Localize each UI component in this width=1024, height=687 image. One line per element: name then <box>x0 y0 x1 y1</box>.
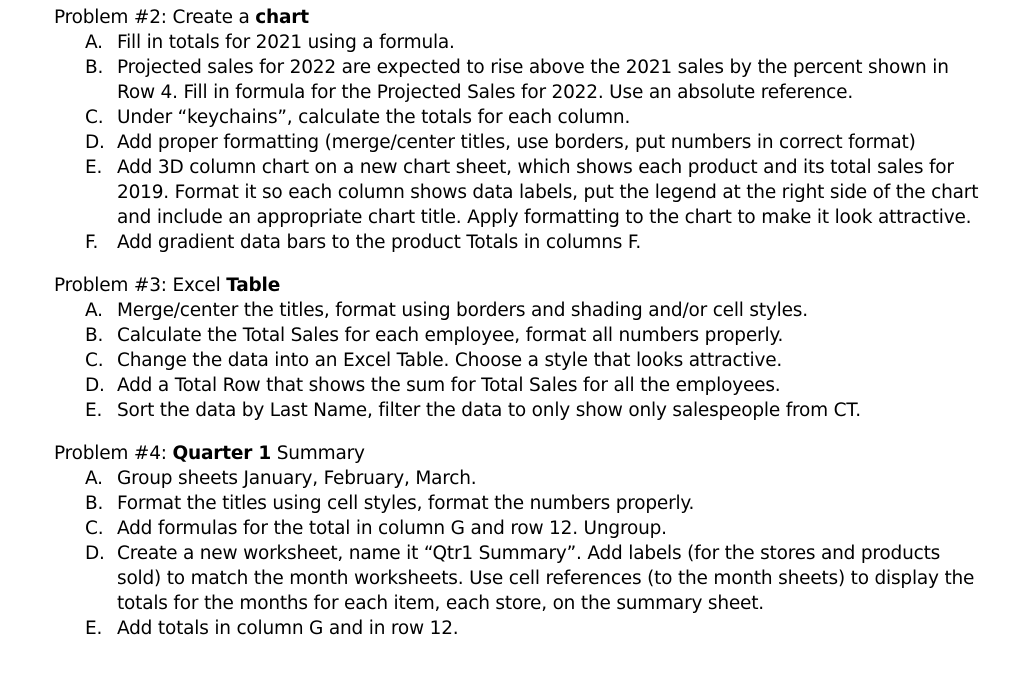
problem-3-list <box>54 298 984 423</box>
item-letter: C. <box>85 107 104 128</box>
list-item <box>85 398 984 423</box>
item-text: Add totals in column G and in row 12. <box>117 618 459 639</box>
list-item <box>85 348 984 373</box>
list-item <box>85 491 984 516</box>
item-text: Change the data into an Excel Table. Choose a style that looks attractive. <box>117 350 783 371</box>
item-text: Add proper formatting (merge/center titles, use borders, put numbers in correct format) <box>117 132 916 153</box>
item-letter: B. <box>85 325 104 346</box>
item-letter: A. <box>85 468 103 489</box>
item-text: Calculate the Total Sales for each employee, format all numbers properly. <box>117 325 784 346</box>
problem-3-heading-bold: Table <box>226 275 281 296</box>
problem-4-heading-prefix: Problem #4: <box>54 443 173 464</box>
list-item <box>85 155 984 230</box>
document-page <box>54 5 984 641</box>
item-letter: C. <box>85 518 104 539</box>
item-text: Add gradient data bars to the product Totals in columns F. <box>117 232 642 253</box>
list-item <box>85 373 984 398</box>
problem-4-heading <box>54 441 984 466</box>
list-item <box>85 616 984 641</box>
item-text: Under “keychains”, calculate the totals for each column. <box>117 107 631 128</box>
problem-4-section <box>54 441 984 641</box>
list-item <box>85 55 984 105</box>
list-item <box>85 323 984 348</box>
item-letter: E. <box>85 618 103 639</box>
problem-3-heading-prefix: Problem #3: Excel <box>54 275 227 296</box>
problem-2-section <box>54 5 984 255</box>
list-item <box>85 230 984 255</box>
problem-3-heading <box>54 273 984 298</box>
list-item <box>85 30 984 55</box>
item-letter: D. <box>85 375 105 396</box>
item-text: Fill in totals for 2021 using a formula. <box>117 32 455 53</box>
item-text: Add formulas for the total in column G and row 12. Ungroup. <box>117 518 667 539</box>
problem-4-heading-bold: Quarter 1 <box>172 443 272 464</box>
item-text: Sort the data by Last Name, filter the data to only show only salespeople from CT. <box>117 400 861 421</box>
item-letter: E. <box>85 400 103 421</box>
item-letter: D. <box>85 132 105 153</box>
item-text: Group sheets January, February, March. <box>117 468 477 489</box>
problem-3-section <box>54 273 984 423</box>
list-item <box>85 130 984 155</box>
item-letter: B. <box>85 493 104 514</box>
item-letter: D. <box>85 543 105 564</box>
problem-2-list <box>54 30 984 255</box>
list-item <box>85 516 984 541</box>
list-item <box>85 541 984 616</box>
item-text: Format the titles using cell styles, format the numbers properly. <box>117 493 695 514</box>
list-item <box>85 466 984 491</box>
problem-4-list <box>54 466 984 641</box>
item-letter: E. <box>85 157 103 178</box>
item-letter: A. <box>85 300 103 321</box>
problem-4-heading-suffix: Summary <box>271 443 365 464</box>
list-item <box>85 105 984 130</box>
item-text: Create a new worksheet, name it “Qtr1 Summary”. Add labels (for the stores and products sold) to match the month worksheets. Use cell references (to the month sheets) to display the totals for the months for each item, each store, on the summary sheet. <box>117 543 975 614</box>
item-letter: C. <box>85 350 104 371</box>
item-text: Projected sales for 2022 are expected to rise above the 2021 sales by the percent shown in Row 4. Fill in formula for the Projected Sales for 2022. Use an absolute reference. <box>117 57 949 103</box>
item-letter: A. <box>85 32 103 53</box>
problem-2-heading <box>54 5 984 30</box>
item-text: Add 3D column chart on a new chart sheet, which shows each product and its total sales for 2019. Format it so each column shows data labels, put the legend at the right side of the chart and include an appropriate chart title. Apply formatting to the chart to make it look attractive. <box>117 157 979 228</box>
item-text: Merge/center the titles, format using borders and shading and/or cell styles. <box>117 300 808 321</box>
problem-2-heading-bold: chart <box>255 7 309 28</box>
item-letter: B. <box>85 57 104 78</box>
item-text: Add a Total Row that shows the sum for Total Sales for all the employees. <box>117 375 781 396</box>
item-letter: F. <box>85 232 99 253</box>
list-item <box>85 298 984 323</box>
problem-2-heading-prefix: Problem #2: Create a <box>54 7 256 28</box>
